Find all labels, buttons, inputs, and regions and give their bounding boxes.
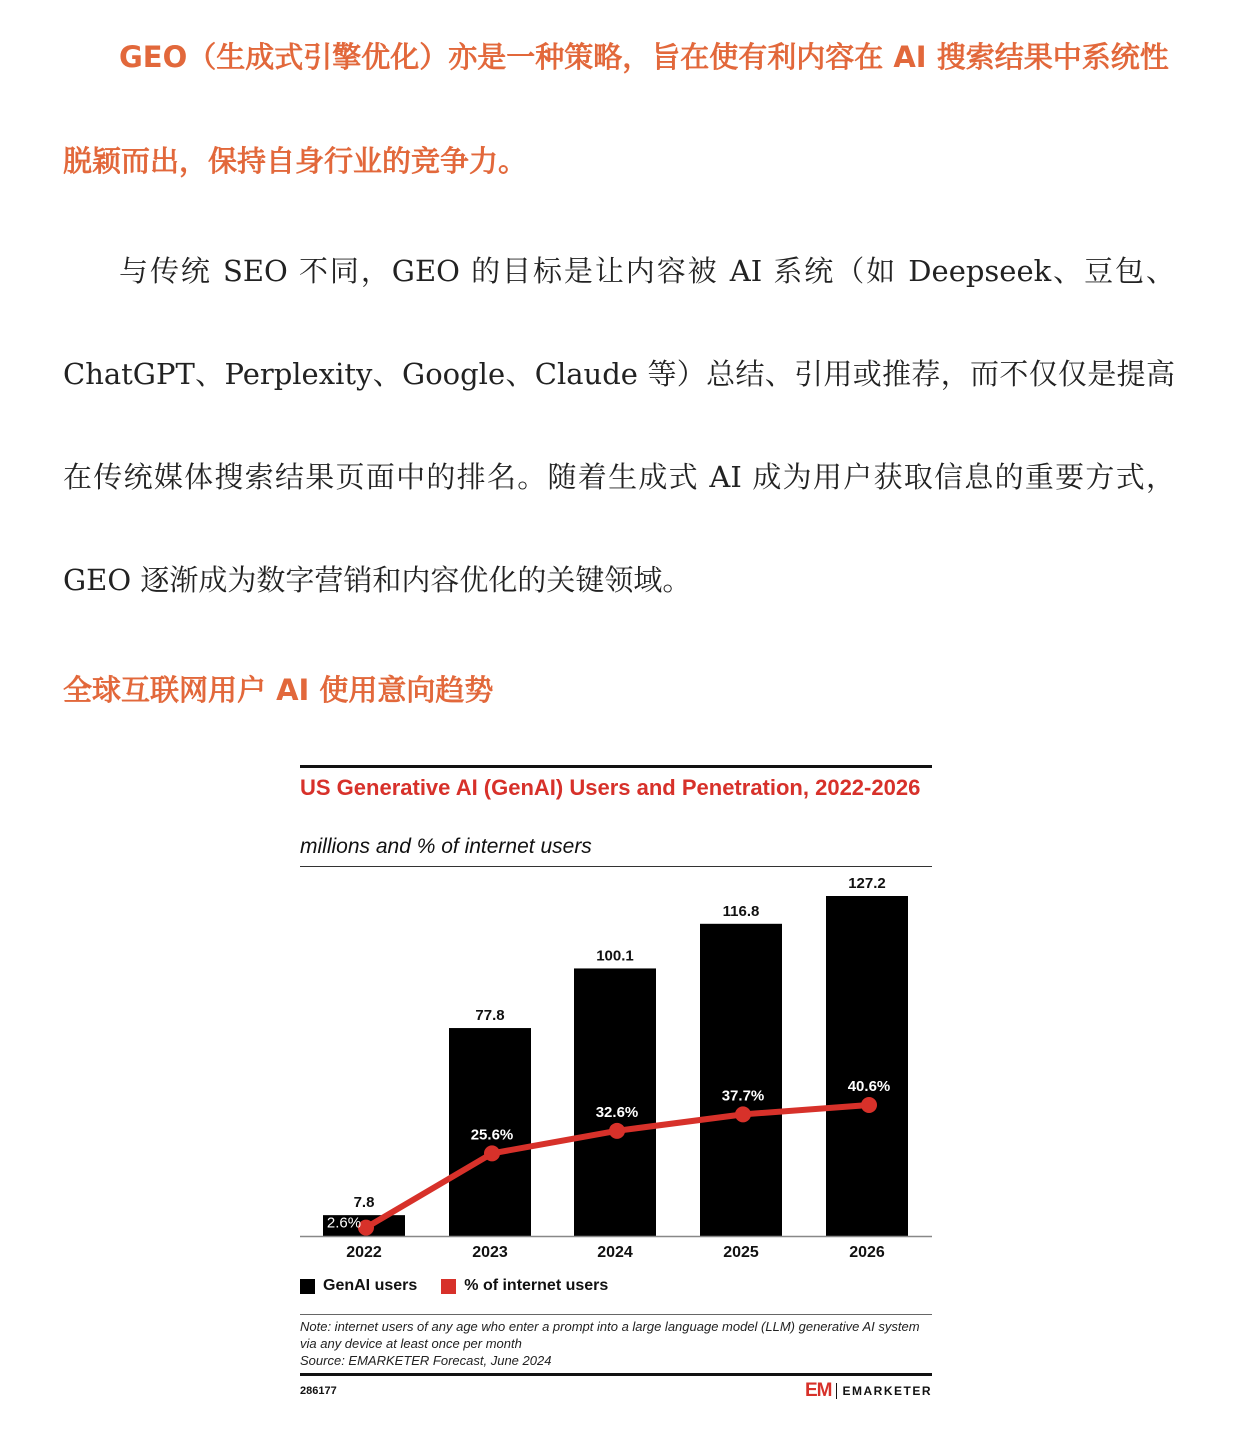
x-tick-2024: 2024 [597,1244,633,1261]
bar-label-2024: 100.1 [596,947,634,965]
chart-note-text: Note: internet users of any age who enter a prompt into a large language model (LLM) generative AI system via any device at least once per month [300,1319,920,1351]
chart-source: Source: EMARKETER Forecast, June 2024 [300,1353,552,1368]
bar-line-chart [300,870,932,1270]
legend-swatch-users [300,1279,315,1294]
brand-name: EMARKETER [842,1384,932,1398]
chart-note [300,1318,932,1369]
geo-definition-paragraph: GEO（生成式引擎优化）亦是一种策略，旨在使有利内容在 AI 搜索结果中系统性脱颖而出，保持自身行业的竞争力。 [63,40,1169,178]
emarketer-logo [805,1380,932,1402]
bar-2025 [700,924,782,1236]
chart-bottom-rule [300,1373,932,1376]
chart-title: US Generative AI (GenAI) Users and Penetration, 2022-2026 [300,775,921,800]
section-heading: 全球互联网用户 AI 使用意向趋势 [63,673,494,707]
chart-legend [300,1277,608,1295]
brand-separator [836,1383,837,1399]
pct-label-2022: 2.6% [326,1214,362,1232]
pct-label-2026: 40.6% [847,1078,891,1095]
chart-id: 286177 [300,1385,337,1397]
pct-point-2023 [484,1145,500,1161]
bar-label-2023: 77.8 [475,1007,505,1025]
pct-point-2024 [609,1123,625,1139]
legend-swatch-pct [441,1279,456,1294]
x-tick-2022: 2022 [346,1244,382,1261]
pct-point-2026 [861,1097,877,1113]
legend-item-users [300,1277,417,1295]
x-tick-2023: 2023 [472,1244,508,1261]
chart-card [300,765,932,1405]
legend-label-users: GenAI users [323,1277,418,1294]
bar-label-2026: 127.2 [848,875,886,892]
bar-2026 [826,896,908,1236]
pct-label-2023: 25.6% [470,1126,514,1144]
note-rule [300,1314,932,1315]
x-tick-2026: 2026 [849,1244,885,1261]
pct-point-2025 [735,1106,751,1122]
bar-label-2022: 7.8 [353,1194,375,1212]
brand-mark: EM [804,1380,832,1401]
chart-subtitle: millions and % of internet users [300,835,592,858]
bar-2024 [574,968,656,1236]
bar-label-2025: 116.8 [722,902,760,920]
geo-vs-seo-paragraph: 与传统 SEO 不同，GEO 的目标是让内容被 AI 系统（如 Deepseek、豆包、ChatGPT、Perplexity、Google、Claude 等）总结、引用或推荐，而不仅仅是提高在传统媒体搜索结果页面中的排名。随着生成式 AI 成为用户获取信息的重要方式，GEO 逐渐成为数字营销和内容优化的关键领域。 [63,254,1175,597]
chart-subtitle-rule [300,866,932,867]
chart-top-rule [300,765,932,768]
pct-label-2025: 37.7% [721,1087,765,1105]
pct-label-2024: 32.6% [595,1103,639,1121]
x-tick-2025: 2025 [723,1244,759,1261]
legend-label-pct: % of internet users [464,1277,609,1294]
legend-item-pct [441,1277,608,1295]
